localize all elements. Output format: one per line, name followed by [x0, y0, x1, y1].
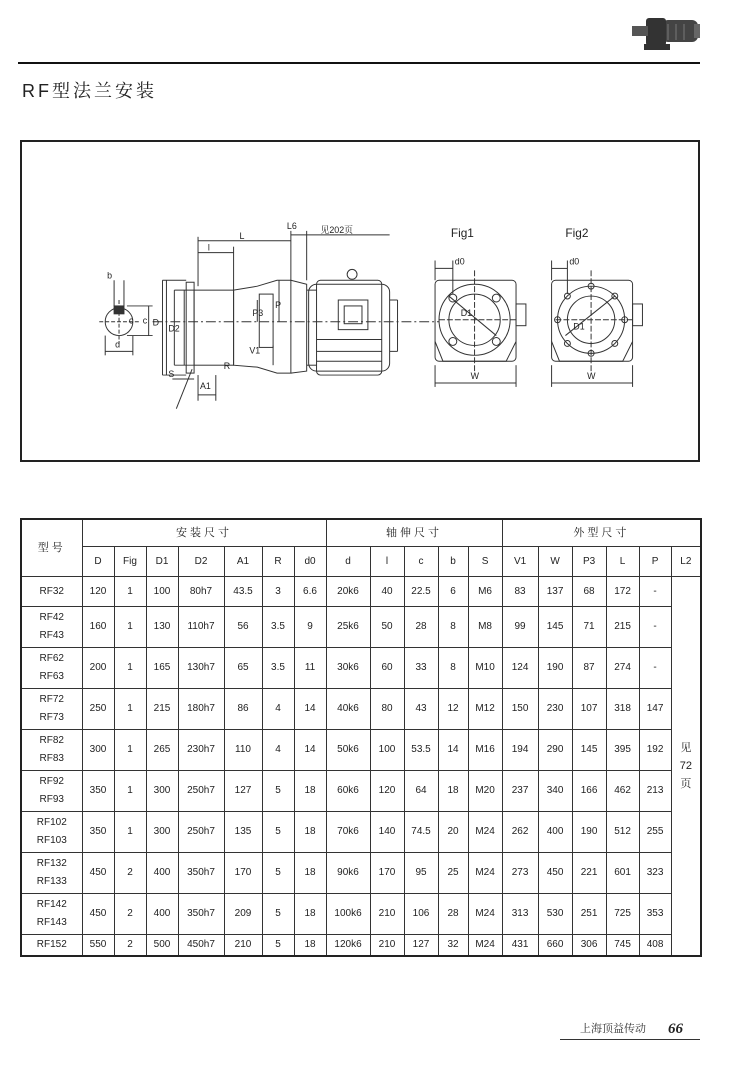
value-cell: 400	[538, 812, 572, 853]
value-cell: 127	[224, 771, 262, 812]
value-cell: 18	[294, 812, 326, 853]
model-cell: RF132 RF133	[21, 853, 82, 894]
page-title: RF型法兰安装	[22, 81, 157, 101]
label-b: b	[107, 270, 113, 281]
label-A1: A1	[200, 380, 211, 391]
label-d0-fig2: d0	[569, 256, 580, 267]
value-cell: M20	[468, 771, 502, 812]
header-outline: 外型尺寸	[502, 519, 701, 547]
value-cell: 86	[224, 689, 262, 730]
model-cell: RF32	[21, 577, 82, 607]
value-cell: 60k6	[326, 771, 370, 812]
value-cell: 400	[146, 894, 178, 935]
value-cell: 1	[114, 730, 146, 771]
col-P: P	[639, 547, 671, 577]
value-cell: M12	[468, 689, 502, 730]
table-row	[21, 894, 701, 935]
label-W-fig2: W	[587, 371, 596, 382]
label-d: d	[115, 339, 121, 350]
value-cell: 43	[404, 689, 438, 730]
value-cell: 170	[224, 853, 262, 894]
table-row	[21, 812, 701, 853]
value-cell: 500	[146, 935, 178, 957]
label-R: R	[223, 361, 231, 372]
value-cell: 6	[438, 577, 468, 607]
value-cell: 215	[606, 607, 639, 648]
value-cell: 43.5	[224, 577, 262, 607]
value-cell: 230	[538, 689, 572, 730]
col-d: d	[326, 547, 370, 577]
value-cell: 323	[639, 853, 671, 894]
header-model: 型号	[21, 519, 82, 577]
table-row	[21, 935, 701, 957]
value-cell: 3.5	[262, 607, 294, 648]
value-cell: 110	[224, 730, 262, 771]
col-W: W	[538, 547, 572, 577]
value-cell: 12	[438, 689, 468, 730]
value-cell: M8	[468, 607, 502, 648]
value-cell: 192	[639, 730, 671, 771]
table-row	[21, 853, 701, 894]
value-cell: 1	[114, 577, 146, 607]
value-cell: 28	[404, 607, 438, 648]
model-cell: RF42 RF43	[21, 607, 82, 648]
value-cell: 14	[438, 730, 468, 771]
table-row	[21, 577, 701, 607]
value-cell: 18	[294, 894, 326, 935]
table-row	[21, 689, 701, 730]
col-Fig: Fig	[114, 547, 146, 577]
value-cell: 9	[294, 607, 326, 648]
table-row	[21, 607, 701, 648]
value-cell: 250h7	[178, 812, 224, 853]
value-cell: 40	[370, 577, 404, 607]
value-cell: 110h7	[178, 607, 224, 648]
value-cell: 190	[538, 648, 572, 689]
value-cell: 130h7	[178, 648, 224, 689]
model-cell: RF72 RF73	[21, 689, 82, 730]
value-cell: 209	[224, 894, 262, 935]
value-cell: M10	[468, 648, 502, 689]
value-cell: 40k6	[326, 689, 370, 730]
label-c: c	[128, 315, 134, 326]
value-cell: 725	[606, 894, 639, 935]
value-cell: 14	[294, 689, 326, 730]
value-cell: 215	[146, 689, 178, 730]
col-d0: d0	[294, 547, 326, 577]
value-cell: 71	[572, 607, 606, 648]
l2-note-line: 见	[680, 742, 692, 754]
dimension-table	[20, 518, 702, 957]
value-cell: 100	[146, 577, 178, 607]
value-cell: 99	[502, 607, 538, 648]
value-cell: 450h7	[178, 935, 224, 957]
value-cell: M6	[468, 577, 502, 607]
value-cell: 172	[606, 577, 639, 607]
label-P3: P3	[252, 307, 264, 318]
col-L2: L2	[671, 547, 701, 577]
value-cell: 145	[572, 730, 606, 771]
value-cell: 306	[572, 935, 606, 957]
value-cell: 1	[114, 771, 146, 812]
value-cell: 5	[262, 771, 294, 812]
value-cell: 530	[538, 894, 572, 935]
model-cell: RF102 RF103	[21, 812, 82, 853]
value-cell: 14	[294, 730, 326, 771]
value-cell: 450	[82, 894, 114, 935]
value-cell: 100k6	[326, 894, 370, 935]
label-l: l	[207, 242, 210, 253]
value-cell: 8	[438, 607, 468, 648]
value-cell: -	[639, 648, 671, 689]
col-P3: P3	[572, 547, 606, 577]
value-cell: 165	[146, 648, 178, 689]
value-cell: 265	[146, 730, 178, 771]
label-page-ref: 见202页	[320, 224, 354, 235]
label-L6: L6	[286, 220, 297, 231]
value-cell: 50k6	[326, 730, 370, 771]
value-cell: 65	[224, 648, 262, 689]
value-cell: 512	[606, 812, 639, 853]
value-cell: 210	[370, 894, 404, 935]
label-L: L	[239, 230, 245, 241]
label-P: P	[275, 299, 281, 310]
value-cell: 350	[82, 771, 114, 812]
value-cell: 190	[572, 812, 606, 853]
header-install: 安装尺寸	[82, 519, 326, 547]
model-cell: RF152	[21, 935, 82, 957]
value-cell: 4	[262, 730, 294, 771]
value-cell: 74.5	[404, 812, 438, 853]
value-cell: 745	[606, 935, 639, 957]
value-cell: 30k6	[326, 648, 370, 689]
label-fig1: Fig1	[450, 225, 474, 240]
value-cell: 120k6	[326, 935, 370, 957]
value-cell: 1	[114, 607, 146, 648]
value-cell: 262	[502, 812, 538, 853]
value-cell: 64	[404, 771, 438, 812]
value-cell: M24	[468, 812, 502, 853]
value-cell: 290	[538, 730, 572, 771]
col-S: S	[468, 547, 502, 577]
value-cell: 100	[370, 730, 404, 771]
value-cell: 350h7	[178, 894, 224, 935]
value-cell: 400	[146, 853, 178, 894]
label-D2: D2	[168, 323, 180, 334]
value-cell: 150	[502, 689, 538, 730]
model-cell: RF142 RF143	[21, 894, 82, 935]
col-D: D	[82, 547, 114, 577]
value-cell: 601	[606, 853, 639, 894]
label-D1-fig1: D1	[460, 307, 473, 318]
value-cell: 660	[538, 935, 572, 957]
value-cell: 3.5	[262, 648, 294, 689]
col-V1: V1	[502, 547, 538, 577]
value-cell: 60	[370, 648, 404, 689]
value-cell: 408	[639, 935, 671, 957]
value-cell: 32	[438, 935, 468, 957]
value-cell: 170	[370, 853, 404, 894]
value-cell: 237	[502, 771, 538, 812]
l2-note-line: 页	[680, 778, 692, 790]
value-cell: 5	[262, 853, 294, 894]
label-D1-fig2: D1	[573, 321, 585, 332]
value-cell: 80h7	[178, 577, 224, 607]
value-cell: 273	[502, 853, 538, 894]
value-cell: 431	[502, 935, 538, 957]
value-cell: 18	[438, 771, 468, 812]
value-cell: 6.6	[294, 577, 326, 607]
value-cell: 20	[438, 812, 468, 853]
value-cell: 95	[404, 853, 438, 894]
value-cell: 147	[639, 689, 671, 730]
value-cell: 255	[639, 812, 671, 853]
value-cell: 1	[114, 812, 146, 853]
col-D1: D1	[146, 547, 178, 577]
value-cell: 3	[262, 577, 294, 607]
value-cell: 2	[114, 935, 146, 957]
value-cell: 53.5	[404, 730, 438, 771]
value-cell: -	[639, 607, 671, 648]
value-cell: 210	[224, 935, 262, 957]
value-cell: 210	[370, 935, 404, 957]
value-cell: 25	[438, 853, 468, 894]
value-cell: 180h7	[178, 689, 224, 730]
value-cell: 340	[538, 771, 572, 812]
value-cell: 194	[502, 730, 538, 771]
value-cell: 107	[572, 689, 606, 730]
value-cell: 1	[114, 689, 146, 730]
value-cell: 22.5	[404, 577, 438, 607]
table-row	[21, 771, 701, 812]
value-cell: 20k6	[326, 577, 370, 607]
value-cell: 18	[294, 935, 326, 957]
col-A1: A1	[224, 547, 262, 577]
value-cell: 313	[502, 894, 538, 935]
value-cell: 56	[224, 607, 262, 648]
col-b: b	[438, 547, 468, 577]
value-cell: 450	[82, 853, 114, 894]
value-cell: 350	[82, 812, 114, 853]
value-cell: 300	[146, 812, 178, 853]
value-cell: 106	[404, 894, 438, 935]
value-cell: 300	[146, 771, 178, 812]
label-fig2: Fig2	[565, 225, 589, 240]
label-D: D	[152, 317, 160, 328]
value-cell: 550	[82, 935, 114, 957]
model-cell: RF62 RF63	[21, 648, 82, 689]
gearmotor-logo-image	[624, 6, 704, 58]
value-cell: 166	[572, 771, 606, 812]
value-cell: 300	[82, 730, 114, 771]
value-cell: 274	[606, 648, 639, 689]
value-cell: 318	[606, 689, 639, 730]
value-cell: 145	[538, 607, 572, 648]
value-cell: 140	[370, 812, 404, 853]
value-cell: 83	[502, 577, 538, 607]
value-cell: 18	[294, 771, 326, 812]
value-cell: 28	[438, 894, 468, 935]
model-cell: RF92 RF93	[21, 771, 82, 812]
l2-note-cell	[671, 577, 701, 957]
value-cell: 5	[262, 812, 294, 853]
value-cell: 90k6	[326, 853, 370, 894]
value-cell: 250	[82, 689, 114, 730]
value-cell: 33	[404, 648, 438, 689]
value-cell: 135	[224, 812, 262, 853]
value-cell: 4	[262, 689, 294, 730]
value-cell: 5	[262, 935, 294, 957]
value-cell: 8	[438, 648, 468, 689]
col-L: L	[606, 547, 639, 577]
table-row	[21, 730, 701, 771]
value-cell: 230h7	[178, 730, 224, 771]
value-cell: M24	[468, 853, 502, 894]
value-cell: 80	[370, 689, 404, 730]
header-shaft: 轴伸尺寸	[326, 519, 502, 547]
value-cell: M24	[468, 935, 502, 957]
value-cell: 120	[82, 577, 114, 607]
value-cell: 120	[370, 771, 404, 812]
header-rule	[18, 62, 700, 64]
label-V1: V1	[249, 345, 261, 356]
value-cell: 213	[639, 771, 671, 812]
value-cell: 70k6	[326, 812, 370, 853]
value-cell: 18	[294, 853, 326, 894]
value-cell: 251	[572, 894, 606, 935]
value-cell: 450	[538, 853, 572, 894]
value-cell: M24	[468, 894, 502, 935]
label-S: S	[168, 369, 175, 380]
value-cell: 50	[370, 607, 404, 648]
value-cell: 160	[82, 607, 114, 648]
col-c: c	[404, 547, 438, 577]
value-cell: 200	[82, 648, 114, 689]
footer-company: 上海顶益传动	[580, 1023, 646, 1035]
value-cell: 137	[538, 577, 572, 607]
value-cell: 2	[114, 894, 146, 935]
value-cell: 87	[572, 648, 606, 689]
footer-rule	[560, 1039, 700, 1040]
col-l: l	[370, 547, 404, 577]
page-number: 66	[668, 1021, 683, 1037]
value-cell: 127	[404, 935, 438, 957]
value-cell: 250h7	[178, 771, 224, 812]
value-cell: 11	[294, 648, 326, 689]
l2-note-line: 72	[679, 760, 692, 772]
value-cell: -	[639, 577, 671, 607]
label-c2: c	[142, 315, 148, 326]
value-cell: 5	[262, 894, 294, 935]
col-R: R	[262, 547, 294, 577]
value-cell: 2	[114, 853, 146, 894]
dimension-drawing	[20, 140, 700, 462]
value-cell: 353	[639, 894, 671, 935]
value-cell: 124	[502, 648, 538, 689]
value-cell: 395	[606, 730, 639, 771]
value-cell: 350h7	[178, 853, 224, 894]
table-row	[21, 648, 701, 689]
value-cell: 462	[606, 771, 639, 812]
value-cell: M16	[468, 730, 502, 771]
col-D2: D2	[178, 547, 224, 577]
value-cell: 1	[114, 648, 146, 689]
model-cell: RF82 RF83	[21, 730, 82, 771]
label-W-fig1: W	[470, 371, 479, 382]
value-cell: 68	[572, 577, 606, 607]
label-d0-fig1: d0	[454, 256, 465, 267]
value-cell: 25k6	[326, 607, 370, 648]
value-cell: 130	[146, 607, 178, 648]
value-cell: 221	[572, 853, 606, 894]
